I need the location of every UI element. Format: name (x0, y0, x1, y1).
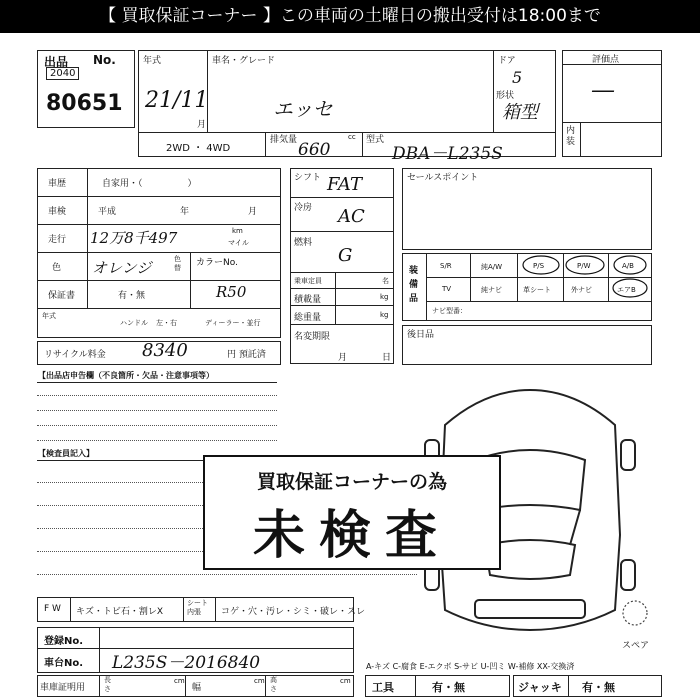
height-label: 高さ (270, 676, 277, 693)
rename-month-unit: 月 (338, 353, 348, 363)
chassis-label: 車台No. (44, 658, 84, 669)
length-cm-unit: cm (174, 677, 185, 685)
drive-label: 2WD ・ 4WD (166, 143, 231, 154)
equip-leather-seat: 革シート (523, 286, 551, 294)
tools-label: 工具 (372, 681, 394, 694)
lot-sub-number: 2040 (46, 67, 79, 80)
equip-air-bag-2: エアB (617, 286, 636, 294)
vehicle-details-table (37, 168, 281, 338)
weight-label: 総重量 (294, 313, 322, 323)
shape-value: 箱型 (502, 102, 538, 123)
shift-label: シフト (294, 173, 322, 183)
displacement-value: 660 (298, 140, 331, 160)
capacity-label: 乗車定員 (294, 277, 322, 285)
inspection-month-unit: 月 (248, 207, 258, 217)
equipment-circles (402, 253, 652, 321)
weight-unit: kg (380, 311, 389, 319)
registration-label: 登録No. (44, 636, 84, 647)
score-box (562, 50, 662, 157)
equip-tv: TV (442, 285, 452, 293)
cc-unit: cc (348, 133, 356, 141)
door-label: ドア (498, 56, 516, 66)
tools-value: 有・無 (432, 681, 465, 694)
seat-value: コゲ・穴・汚レ・シミ・破レ・スレ (221, 607, 366, 617)
fw-value: キズ・トビ石・割レX (76, 607, 163, 617)
displacement-label: 排気量 (270, 135, 298, 145)
width-cm-unit: cm (254, 677, 265, 685)
model-value: DBA－L235S (392, 144, 503, 164)
warranty-value: 有・無 (118, 291, 146, 301)
mileage-value: 12万8千497 (90, 229, 178, 247)
equip-sunroof: S/R (440, 262, 452, 270)
uninspected-stamp (203, 455, 501, 570)
name-grade-label: 車名・グレード (212, 56, 276, 66)
damage-code-legend: A-キズ C-腐食 E-エクボ S-サビ U-凹ミ W-補修 XX-交換済 (366, 662, 575, 671)
sales-point-label: セールスポイント (407, 173, 479, 183)
inspection-year-unit: 年 (180, 207, 190, 217)
equip-airbag: A/B (622, 262, 634, 270)
circle-power-steering (523, 256, 559, 274)
shape-label: 形状 (496, 91, 515, 101)
spare-label: スペア (622, 641, 650, 651)
score-label: 評価点 (592, 55, 620, 65)
year-type-label: 年式 (42, 312, 56, 320)
km-unit: km (232, 227, 243, 235)
seller-notes-label: 【出品店申告欄（不良箇所・欠品・注意事項等） (38, 371, 214, 380)
length-label: 長さ (104, 676, 111, 693)
color-no-label: カラーNo. (196, 258, 238, 268)
model-label: 型式 (366, 135, 385, 145)
equip-genuine-navi: 純ナビ (481, 286, 502, 294)
recycle-value: 8340 (142, 340, 188, 361)
history-value: 自家用・（ ） (102, 179, 197, 189)
lot-label: 出品 (44, 55, 69, 69)
height-cm-unit: cm (340, 677, 351, 685)
history-label: 車歴 (48, 179, 67, 189)
inspection-era: 平成 (98, 207, 117, 217)
stamp-subtitle: 買取保証コーナーの為 (256, 471, 447, 493)
warranty-label: 保証書 (48, 291, 76, 301)
door-value: 5 (512, 68, 523, 87)
rename-day-unit: 日 (382, 353, 392, 363)
width-label: 幅 (192, 683, 202, 693)
color-change-label: 色替 (174, 255, 181, 272)
chassis-value: L235S－2016840 (112, 653, 261, 673)
shift-value: FAT (327, 174, 362, 195)
inspector-notes-label: 【検査員記入】 (38, 449, 94, 458)
lot-number: 80651 (46, 91, 123, 116)
spare-tire-icon (623, 601, 647, 625)
fuel-value: G (338, 245, 353, 266)
year-month-unit: 月 (197, 120, 207, 130)
interior-label: 内装 (566, 126, 576, 147)
handle-value: 左・右 (156, 319, 177, 327)
equip-power-steering: P/S (533, 262, 545, 270)
lot-no-label: No. (93, 53, 116, 67)
jack-value: 有・無 (582, 681, 615, 694)
handle-label: ハンドル (120, 319, 148, 327)
fuel-label: 燃料 (294, 238, 313, 248)
lot-box (37, 50, 135, 128)
color-label: 色 (52, 263, 62, 273)
mileage-label: 走行 (48, 235, 67, 245)
load-unit: kg (380, 293, 389, 301)
load-label: 積載量 (294, 295, 322, 305)
car-name-value: エッセ (273, 97, 333, 121)
year-label: 年式 (143, 56, 162, 66)
stamp-title: 未検査 (252, 506, 451, 566)
fw-label: F W (44, 604, 61, 614)
header-banner: 【 買取保証コーナー 】この車両の土曜日の搬出受付は18:00まで (0, 0, 700, 33)
inspection-label: 車検 (48, 207, 67, 217)
after-items-box (402, 325, 652, 365)
circle-power-window (566, 256, 604, 274)
score-value: ― (592, 78, 614, 103)
color-no-value: R50 (216, 283, 247, 301)
capacity-unit: 名 (382, 277, 389, 285)
equip-alloy-wheel: 純A/W (481, 263, 503, 271)
dealer-label: ディーラー・並行 (205, 319, 261, 327)
ac-label: 冷房 (294, 203, 313, 213)
circle-airbag (614, 256, 646, 274)
color-value: オレンジ (92, 259, 152, 277)
navi-model-label: ナビ型番： (432, 307, 467, 315)
year-value: 21/11 (145, 88, 209, 113)
jack-label: ジャッキ (518, 681, 562, 694)
recycle-unit: 円 預託済 (227, 350, 266, 360)
equipment-label: 装備品 (409, 266, 419, 304)
equip-power-window: P/W (577, 262, 591, 270)
seat-label: シート 内張 (187, 599, 208, 616)
mile-unit: マイル (228, 239, 249, 247)
rename-deadline-label: 名変期限 (294, 332, 331, 342)
after-items-label: 後日品 (407, 330, 435, 340)
ac-value: AC (338, 206, 365, 227)
garage-cert-label: 車庫証明用 (40, 683, 86, 693)
circle-air-bag-2 (613, 279, 647, 297)
recycle-label: リサイクル料金 (44, 350, 106, 360)
equip-aftermarket-navi: 外ナビ (571, 286, 592, 294)
